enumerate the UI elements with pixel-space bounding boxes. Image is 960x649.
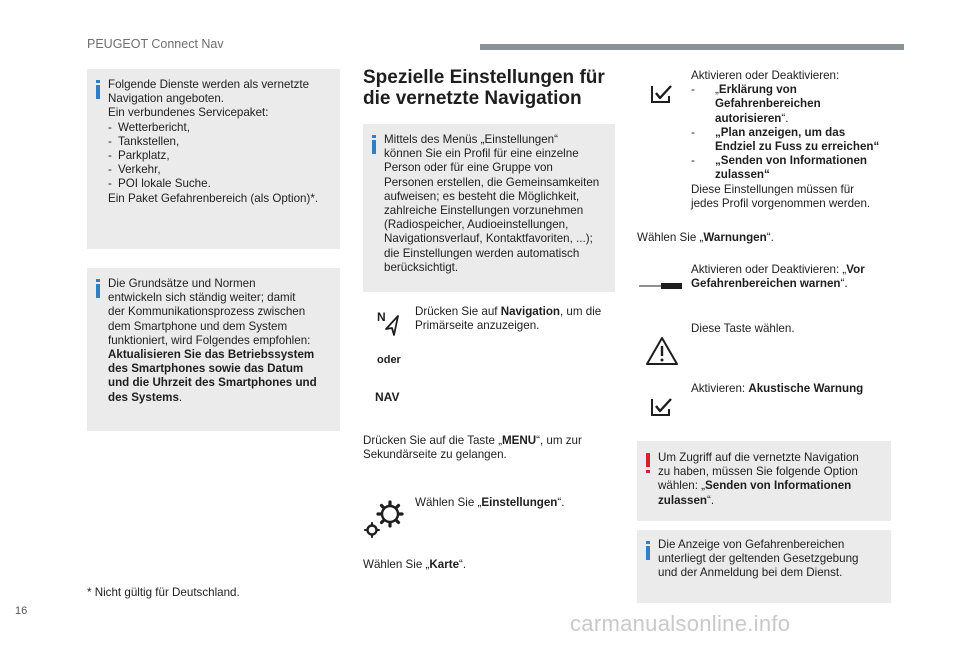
text-line: Mittels des Menüs „Einstellungen“ xyxy=(384,133,558,146)
list-item: - Verkehr, xyxy=(108,163,161,177)
nav-button-label: NAV xyxy=(375,390,400,404)
info-icon xyxy=(646,546,650,560)
list-item: - Tankstellen, xyxy=(108,134,180,148)
bold-line: des Smartphones sowie das Datum xyxy=(108,362,304,376)
toggle-instruction: Aktivieren oder Deaktivieren: „Vor Gefahrenbereichen warnen“. xyxy=(691,263,865,291)
text-line: entwickeln sich ständig weiter; damit xyxy=(108,291,296,305)
header-bar xyxy=(480,44,904,50)
text-line: Um Zugriff auf die vernetzte Navigation xyxy=(658,451,859,464)
bold-line: Aktualisieren Sie das Betriebssystem xyxy=(108,348,315,362)
text-line: können Sie ein Profil für eine einzelne xyxy=(384,147,579,161)
warnings-instruction: Wählen Sie „Warnungen“. xyxy=(637,231,774,244)
text-line: Personen erstellen, die Gemeinsamkeiten xyxy=(384,175,600,189)
map-instruction: Wählen Sie „Karte“. xyxy=(363,558,467,571)
text-line: zahlreiche Einstellungen vorzunehmen xyxy=(384,204,584,218)
text-line: Folgende Dienste werden als vernetzte xyxy=(108,78,310,91)
bold-line: und die Uhrzeit des Smartphones und xyxy=(108,376,317,390)
list-item: - POI lokale Suche. xyxy=(108,177,211,191)
section-title: Spezielle Einstellungen für die vernetzte Navigation xyxy=(363,67,605,109)
text-line: aufweisen; es besteht die Möglichkeit, xyxy=(384,189,580,203)
button-instruction: Diese Taste wählen. xyxy=(691,322,795,335)
info-box-services xyxy=(87,69,340,249)
menu-instruction: Drücken Sie auf die Taste „MENU“, um zur Sekundärseite zu gelangen. xyxy=(363,434,582,462)
activate-options: Aktivieren oder Deaktivieren: - „Erklärung von Gefahrenbereichen autorisieren“. - „Plan anzeigen, um das Endziel zu Fuss zu erreichen“ - „Senden von Informationen zulassen“ Diese Einstellungen müssen für jedes Profil vorgenommen werden. xyxy=(691,69,880,210)
text-line: Navigation angeboten. xyxy=(108,92,225,106)
text-line: zu haben, müssen Sie folgende Option xyxy=(658,465,858,479)
info-box-recommendation xyxy=(87,268,340,431)
text-line: die Einstellungen werden automatisch xyxy=(384,246,580,260)
checkbox-check-icon xyxy=(651,397,673,417)
checkbox-check-icon xyxy=(651,84,673,104)
navigation-icon: N xyxy=(377,310,403,336)
warning-icon xyxy=(646,453,650,467)
info-icon xyxy=(96,85,100,99)
settings-instruction: Wählen Sie „Einstellungen“. xyxy=(415,496,565,509)
toggle-switch-icon xyxy=(639,281,683,291)
text-line: unterliegt der geltenden Gesetzgebung xyxy=(658,552,859,566)
page-number: 16 xyxy=(15,605,28,617)
text-line: Navigationsverlauf, Kontaktfavoriten, ...); xyxy=(384,232,593,246)
list-item: - Parkplatz, xyxy=(108,149,170,163)
text-line: Ein Paket Gefahrenbereich (als Option)*. xyxy=(108,191,319,205)
info-box-settings xyxy=(363,124,615,292)
info-icon xyxy=(96,284,100,298)
text-line: des Systems. xyxy=(108,390,183,404)
info-icon xyxy=(372,140,376,154)
list-item: - Wetterbericht, xyxy=(108,120,190,134)
text-line: dem Smartphone und dem System xyxy=(108,319,288,333)
text-line: zulassen“. xyxy=(658,493,715,507)
acoustic-instruction: Aktivieren: Akustische Warnung xyxy=(691,382,864,395)
text-line: (Radiospeicher, Audioeinstellungen, xyxy=(384,218,569,232)
text-line: der Kommunikationsprozess zwischen xyxy=(108,305,306,319)
text-line: wählen: „Senden von Informationen xyxy=(658,479,852,493)
text-line: Person oder für eine Gruppe von xyxy=(384,161,553,175)
text-line: Die Anzeige von Gefahrenbereichen xyxy=(658,538,845,551)
warning-triangle-icon xyxy=(645,336,679,366)
or-label: oder xyxy=(377,354,401,366)
nav-instruction: Drücken Sie auf Navigation, um die Primärseite anzuzeigen. xyxy=(415,305,602,333)
text-line: berücksichtigt. xyxy=(384,260,459,274)
warning-box-access xyxy=(637,441,891,521)
text-line: Ein verbundenes Servicepaket: xyxy=(108,106,269,120)
running-header: PEUGEOT Connect Nav xyxy=(87,37,224,51)
text-line: und der Anmeldung bei dem Dienst. xyxy=(658,566,843,580)
text-line: Die Grundsätze und Normen xyxy=(108,277,256,290)
info-box-legal xyxy=(637,530,891,603)
footnote: * Nicht gültig für Deutschland. xyxy=(87,586,240,599)
text-line: funktioniert, wird Folgendes empfohlen: xyxy=(108,333,311,347)
settings-gear-icon xyxy=(364,497,406,539)
watermark: carmanualsonline.info xyxy=(570,611,791,636)
